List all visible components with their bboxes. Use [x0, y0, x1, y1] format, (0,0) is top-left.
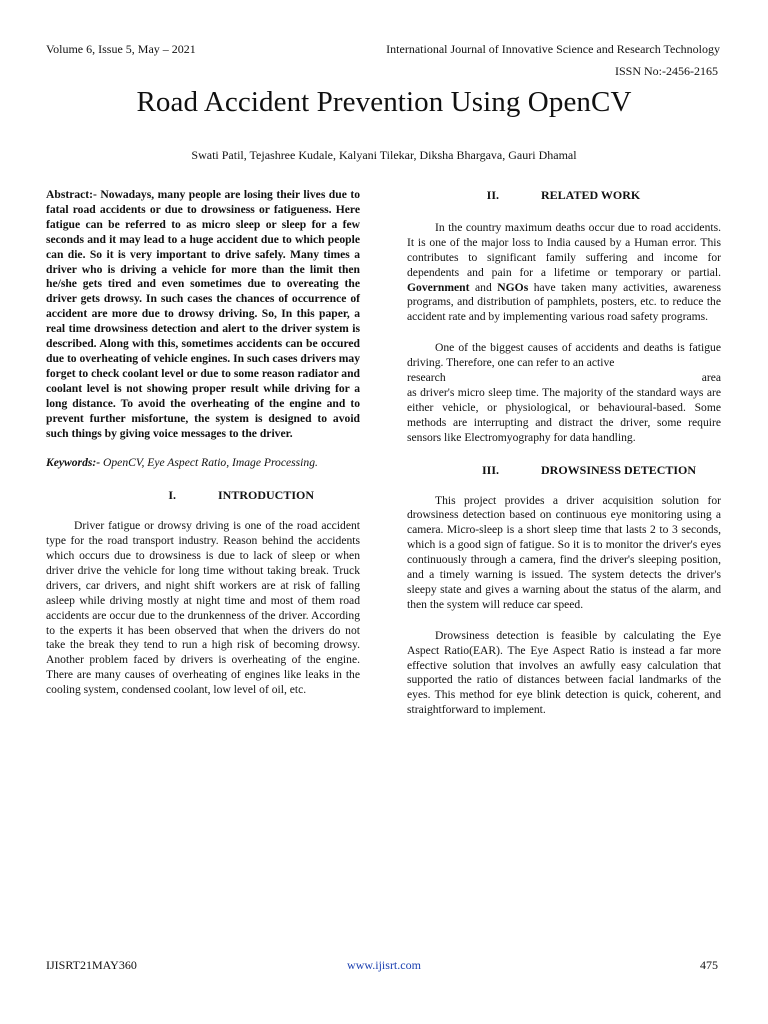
related-text-a: In the country maximum deaths occur due to road accidents. It is one of the major loss to India caused by a Human error. This contributes to significant family suffering and income for dependents and pain for a lifetime or temporary or partial.	[407, 220, 721, 279]
drowsiness-paragraph-2: Drowsiness detection is feasible by calculating the Eye Aspect Ratio(EAR). The Eye Aspect Ratio is instead a far more effective solution that involves an awfully easy calculation that supported the ratio of distances between facial landmarks of the eyes. This method for eye blink detection is quick, coherent, and straightforward to implement.	[407, 628, 721, 717]
paper-title: Road Accident Prevention Using OpenCV	[136, 86, 632, 118]
left-column	[46, 188, 360, 698]
section-heading-drowsiness-detection	[407, 463, 721, 478]
introduction-paragraph: Driver fatigue or drowsy driving is one of the road accident type for the road transport industry. Reason behind the accidents which occurs due to drowsiness is due to lack of sleep or when driver drive the vehicle for long time without taking break. Truck drivers, car drivers, and night shift workers are at risk of falling asleep while driving mostly at night time and most of them road accidents are occur due to the drunkenness of the driver. According to the experts it has been observed that when the drivers do not take the break they tend to run a high risk of becoming drowsy. Another problem faced by drivers is overheating of the engine. There are many causes of overheating of engines like leaks in the cooling system, condensed coolant, low level of oil, etc.	[46, 519, 360, 697]
keywords	[46, 456, 360, 471]
section-heading-introduction	[46, 488, 360, 503]
section-title: DROWSINESS DETECTION	[541, 462, 697, 477]
issn: ISSN No:-2456-2165	[614, 64, 718, 78]
related-bold-government: Government	[407, 280, 470, 294]
related-p2-area: area	[701, 371, 721, 385]
journal-url-link[interactable]: www.ijisrt.com	[347, 958, 421, 972]
section-title: INTRODUCTION	[218, 488, 315, 503]
related-p2-text-a: One of the biggest causes of accidents and deaths is fatigue driving. Therefore, one can refer to an active	[407, 341, 721, 370]
related-work-paragraph-1	[407, 221, 721, 325]
related-work-paragraph-2	[407, 341, 721, 371]
section-number: I.	[168, 488, 176, 503]
author-list: Swati Patil, Tejashree Kudale, Kalyani Tilekar, Diksha Bhargava, Gauri Dhamal	[191, 148, 577, 162]
volume-info: Volume 6, Issue 5, May – 2021	[46, 42, 196, 56]
keywords-text: OpenCV, Eye Aspect Ratio, Image Processing.	[103, 456, 318, 470]
drowsiness-paragraph-1: This project provides a driver acquisition solution for drowsiness detection based on continuous eye monitoring using a camera. Micro-sleep is a short sleep time that lasts 2 to 3 seconds, which is a good sign of fatigue. So it is to monitor the driver's eyes continuously through a camera, find the driver's sleeping position, and a timely warning is issued. The system detects the driver's sleepy state and gives a warning about the status of the alarm, and then the system will reduce car speed.	[407, 493, 721, 611]
section-heading-related-work	[407, 188, 721, 203]
right-column	[407, 188, 721, 718]
related-bold-ngos: NGOs	[497, 280, 529, 294]
related-and: and	[475, 280, 492, 294]
abstract: Abstract:- Nowadays, many people are losing their lives due to fatal road accidents or due to drowsiness or fatigueness. Here fatigue can be referred to as micro sleep or sleep for a few seconds and it may lead to a huge accident due to which people can die. So it is very important to drive safely. Many times a driver who is driving a vehicle for more than the limit then he/she gets tired and even sometimes due to overeating the driver gets drowsy. In such cases the chances of occurrence of accident are more due to drowsy driving. So, In this paper, a real time drowsiness detection and alert to the driver system is described. Along with this, sometimes accidents can be occured due to overheating of vehicle engines. In such cases drivers may forget to check coolant level or due to some reason radiator and coolant level is not showing proper result while driving for a long distance. To avoid the overheating of the engine and to prevent further misfortune, the system is designed to avoid such things by giving voice messages to the driver.	[46, 188, 360, 440]
section-number: III.	[481, 462, 499, 477]
journal-name: International Journal of Innovative Science and Research Technology	[386, 42, 720, 56]
related-text-c: have taken many activities, awareness programs, and distribution of pamphlets, posters, etc. to reduce the accident rate and by implementing various road safety programs.	[407, 280, 721, 324]
related-p2-research: research	[407, 371, 446, 385]
article-id: IJISRT21MAY360	[46, 958, 137, 972]
related-p2-spread-line	[407, 371, 721, 386]
section-title: RELATED WORK	[541, 188, 641, 202]
section-number: II.	[486, 188, 499, 202]
keywords-label: Keywords:-	[46, 456, 101, 470]
page-number: 475	[700, 958, 718, 972]
related-p2-text-b: as driver's micro sleep time. The majority of the standard ways are either vehicle, or physiological, or behavioural-based. Some methods are interrupting and distract the driver, some require sensors like Electromyography for data handling.	[407, 385, 721, 444]
